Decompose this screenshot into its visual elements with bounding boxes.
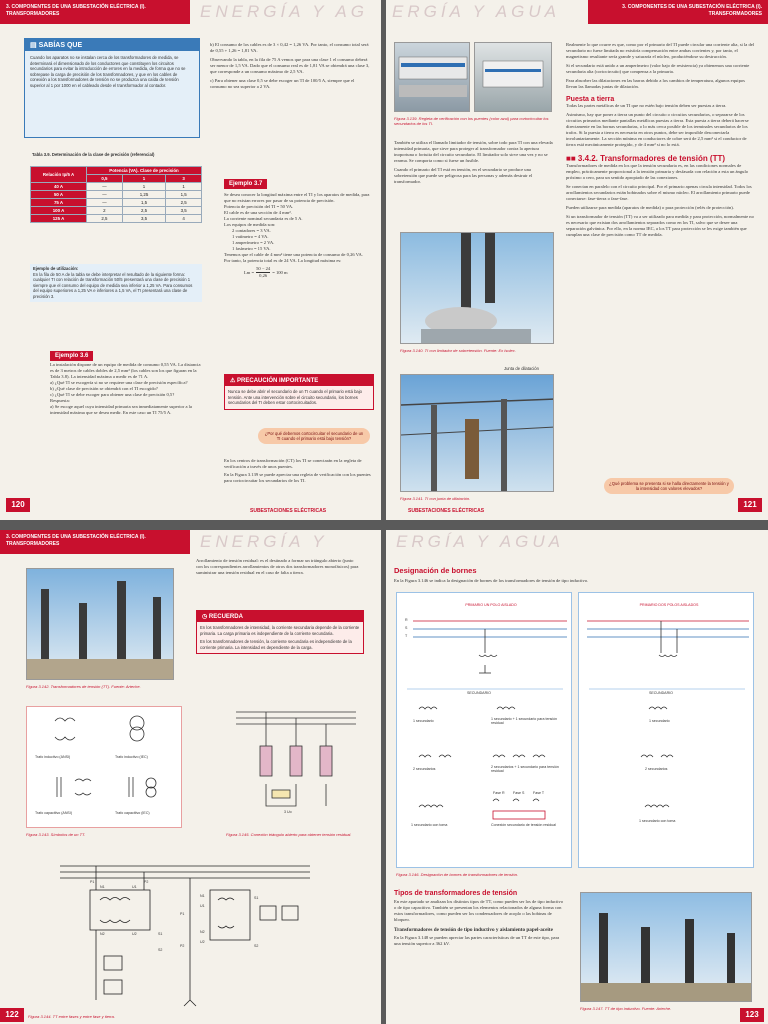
formula-lhs: Lm = [244,269,255,275]
sabias-que-box [24,38,200,138]
terminal-label: P2 [144,880,149,884]
secondary-label: SECUNDARIO [649,691,673,695]
secondary-label: SECUNDARIO [467,691,491,695]
answer-c: c) Para obtener una clase 0,5 se debe escoger un TI de 100/5 A, siempre que el consumo no sea superior a 2 VA. [210,78,355,89]
figure-3-143-caption: Figura 3.143. Símbolos de un TT. [26,832,86,837]
phase-t-label: Fase T [533,791,545,795]
running-header: 3. COMPONENTES DE UNA SUBESTACIÓN ELÉCTRICA (I). TRANSFORMADORES [0,530,190,554]
tail-text2: En la Figura 3.139 se puede apreciar una regleta de verificación con los puentes para cortocircuitar los secundarios de los TI. [224,472,371,483]
grounding-heading: Puesta a tierra [566,96,615,103]
expansion-joint-photo [400,374,554,492]
secondary-config-label: 2 secundarios [413,767,436,771]
right-text-3: Para absorber las dilataciones en las barras debido a los cambios de temperatura, algunos equipos llevan las llamadas juntas de dilatación. [566,78,745,89]
double-pole-terminals-diagram [579,593,755,869]
secondary-config-label: 2 secundarios + 1 secundario para tensión residual [491,765,559,773]
terminals-heading: Designación de bornes [394,566,477,575]
example-3-6-body [50,362,202,416]
precaution-text: Nunca se debe abrir el secundario de un TI cuando el primario está bajo tensión. Ante una intervención sobre el circuito secundario, los bornes secundarios del TI deben estar cortocircuitados. [228,389,363,406]
example-3-6-title: Ejemplo 3.6 [50,344,93,362]
limiter-section [394,140,554,185]
symbol-label: Trafo inductivo (IEC) [115,755,148,759]
example-3-7-body [224,192,370,279]
tt-heading: ■■ 3.4.2. Transformadores de tensión (TT) [566,154,726,163]
terminal-strip-image [395,43,470,112]
symbol-label: Trafo capacitivo (IEC) [115,811,150,815]
example-3-7-text2: Tenemos que el cable de 4 mm² tiene una potencia de consumo de 0,26 VA. Por tanto, la potencia total es de 24 VA. La longitud máxima es: [224,252,363,263]
single-pole-terminals-figure [396,592,572,868]
figure-3-144-caption: Figura 3.144. TT entre fases y entre fase y tierra. [28,1014,115,1019]
table-col: 0,5 [87,175,123,183]
phase-connection-diagram [60,860,310,1010]
tt-text2: Se conectan en paralelo con el circuito principal. Por el primario apenas circula intensidad. Todos los arrollamientos secundarios están bobinados sobre el mismo núcleo. El arrollamiento primario puede conectarse: fase-tierra o fase-fase. [566,184,752,201]
voltage-transformers-photo [26,568,174,680]
page-number: 122 [0,1008,24,1022]
phase-r-label: Fase R [493,791,505,795]
figure-3-140-caption: Figura 3.140. TI con limitador de sobretensión. Fuente: Ex Isolec. [400,348,516,353]
table-caption: Tabla 3.9. Determinación de la clase de precisión (referencial) [32,152,155,157]
example-3-7-line: La corriente nominal secundaria es de 5 A. [224,216,303,221]
secondary-config-label: 1 secundario con toma [411,823,448,827]
formula-denominator: 0,26 [259,273,268,278]
insulator-image [401,233,554,344]
terminal-label: U2 [132,932,137,936]
phase-s-label: Fase S [513,791,525,795]
terminal-strip-photo [394,42,470,112]
secondary-config-label: 1 secundario [649,719,670,723]
section-watermark: ERGÍA Y AGUA [396,532,564,551]
column-right [566,42,756,238]
terminal-label: N1 [200,894,205,898]
terminal-label: S2 [158,948,163,952]
column-2-top [210,42,370,90]
table-row: 75 A — 1,5 2,5 [31,199,202,207]
length-formula [224,266,370,279]
residual-voltage-label: 3 Uo [284,810,292,814]
column-2-tail [224,458,374,484]
double-pole-terminals-figure [578,592,754,868]
terminal-label: S2 [254,944,259,948]
question-b: b) ¿Qué clase de precisión se obtendrá con el TI escogido? [50,386,158,391]
running-header: 3. COMPONENTES DE UNA SUBESTACIÓN ELÉCTRICA (I). TRANSFORMADORES [0,0,190,24]
tail-text: En los centros de transformación (CT) los TI se conectarán en la regleta de verificación a través de unos puentes. [224,458,362,469]
section-watermark: ENERGÍA Y AG [200,2,368,21]
limiter-text2: Cuando el primario del TI está en tensión, en el secundario se produce una sobretensión que puede ser peligrosa para las personas y además destruir el transformador. [394,167,533,184]
expansion-joint-label: Junta de dilatación [504,366,539,371]
terminal-label: P1 [180,912,185,916]
question-bubble: ¿Qué problema se presenta si se halla directamente la tensión y la intensidad con valores elevados? [604,478,734,494]
question-bubble: ¿Por qué debemos cortocircuitar el secundario de un TI cuando el primario está bajo tensión? [258,428,370,444]
recuerda-title: ◷ RECUERDA [197,611,363,622]
question-c: c) ¿Qué TI se debe escoger para obtener una clase de precisión 0,5? [50,392,175,397]
question-a: a) ¿Qué TI se escogería si no se requiere una clase de precisión específica? [50,380,188,385]
page-number: 120 [6,498,30,512]
example-3-7-line: 1 vatímetro = 4 VA. [232,234,269,239]
inductive-tt-image [581,893,752,1002]
recuerda-text-1: En los transformadores de intensidad, la corriente secundaria depende de la corriente primaria. La carga primaria es independiente de la corriente secundaria. [200,625,360,636]
terminal-label: N2 [100,932,105,936]
page-120 [0,0,381,520]
sabias-que-text: Cuando los aparatos no se instalan cerca de los transformadores de medida, se determinará el dimensionado de los conductores que constituyen los circuitos secundarios para evitar la introducción de errores en la medida, de forma que no se sobrepase la carga de precisión de los transformadores, y que en los cables de conexión a los transformadores de tensión no se produzca una caída de tensión superior al 1 por 1000 en el cableado desde el transformador al contador. [30,55,186,88]
tt-types-section [394,890,566,947]
secondary-config-label: 2 secundarios [645,767,668,771]
secondary-config-label: 1 secundario + 1 secundario para tensión residual [491,717,558,725]
page-number: 123 [740,1008,764,1022]
page-123 [386,530,768,1024]
formula-rhs: = 100 m [272,269,288,275]
single-pole-terminals-diagram [397,593,573,869]
running-header: 3. COMPONENTES DE UNA SUBESTACIÓN ELÉCTRICA (I). TRANSFORMADORES [588,0,768,24]
answer-label: Respuesta: [50,398,70,403]
usage-example-text: En la fila de 50 A de la tabla se debe interpretar el resultado de la siguiente forma: cualquier TI con relación de transformación 50/5 presentará una clase de precisión 1 siempre que el consumo del equipo de medida sea inferior a 1,25 VA. Para consumos del equipo superiores a 1,25 VA e inferiores a 1,5 VA, el TI presentará una clase de precisión 3. [33,271,193,299]
secondary-config-label: Conexión secundario de tensión residual [491,823,556,827]
answer-b: b) El consumo de los cables es de 3 × 0,42 = 1,26 VA. Por tanto, el consumo total será de 0,55 + 1,26 = 1,81 VA. [210,42,369,53]
open-delta-diagram [226,706,362,828]
section-watermark: ENERGÍA Y [200,532,328,551]
example-3-6-text: La instalación dispone de un equipo de medida de consumo 0,55 VA. La distancia es de 3 metros de cables dobles de 2,5 mm² (los cables son los que figuran en la Tabla 3.8). La intensidad máxima a medir es de 71 A. [50,362,201,379]
figure-3-147-caption: Figura 3.147. TT de tipo inductivo. Fuente: Arteche. [580,1006,672,1011]
example-3-7-line: 2 contadores = 3 VA. [232,228,271,233]
inductive-text: En la Figura 3.148 se pueden apreciar las partes características de un TT de este tipo, para una tensión superior a 362 kV. [394,935,560,946]
section-marker-icon: ■■ [566,154,578,163]
figure-3-141-caption: Figura 3.141. TI con junta de dilatación. [400,496,471,501]
primary-label: PRIMARIO DOS POLOS AISLADOS [639,603,699,607]
figure-3-139-caption: Figura 3.139. Regleta de verificación con los puentes (color azul) para cortocircuitar los secundarios de los TI. [394,116,549,126]
phase-label: R [405,618,408,622]
right-text-1: Realmente lo que ocurre es que, como por el primario del TI puede circular una corriente alta, si la del secundario no fuese limitada no existiría compensación entre ambas corrientes y, por tanto, el magnetismo resultante sería grande y saturaría el núcleo, produciéndose su destrucción. [566,42,755,59]
example-3-7-line: Potencia de precisión del TI = 50 VA. [224,204,294,209]
observation-text: Observando la tabla, en la fila de 75 A vemos que para una clase 1 el consumo deberá ser menor de 1,5 VA. Dado que el consumo real es de 1,81 VA se obtendrá una clase 3, que corresponde a un consumo máximo de 2,5 VA. [210,57,370,74]
tt-text: Transformadores de medida en los que la tensión secundaria es, en las condiciones normales de empleo, prácticamente proporcional a la tensión primaria y desfasada con relación a esta un ángulo próximo a cero, para un sentido apropiado de las conexiones. [566,163,749,180]
phase-connection-figure [60,860,310,1010]
grounding-text: Todas las partes metálicas de un TI que no estén bajo tensión deben ser puestas a tierra. [566,103,727,108]
figure-3-146-caption: Figura 3.146. Designación de bornes de transformadores de tensión. [396,872,519,877]
figure-3-142-caption: Figura 3.142. Transformadores de tensión (TT). Fuente: Arteche. [26,684,141,689]
page-122 [0,530,381,1024]
open-delta-figure [226,706,362,828]
table-col: 3 [166,175,202,183]
example-3-7-line: 1 amperímetro = 2 VA. [232,240,275,245]
tt-text3: Pueden utilizarse para medida (aparatos de medida) o para protección (relés de protección). [566,205,734,210]
terminal-label: N1 [100,885,105,889]
table-row: 100 A 2 2,5 3,5 [31,207,202,215]
inductive-tt-photo [580,892,752,1002]
table-header-power: Potencia (VA). Clase de precisión [87,167,202,175]
inductive-heading: Transformadores de tensión de tipo inductivo y aislamiento papel-aceite [394,927,553,933]
table-row: 125 A 2,5 3,5 4 [31,215,202,223]
phase-label: T [405,634,408,638]
symbol-label: Trafo capacitivo (ANSI) [35,811,73,815]
precaution-title: ⚠ PRECAUCIÓN IMPORTANTE [225,375,373,386]
example-3-7-line: Los equipos de medida son: [224,222,276,227]
tt-text4: Si un transformador de tensión (TT) va a ser utilizado para medida y para protección, normalmente no es necesario que existan dos arrollamientos separados como en los TI, salvo que se desee una separación galvánica. Por ello, en la norma IEC, a los TT para protección se les exige también que cumplan una clase de precisión como TT de medida. [566,214,754,237]
residual-winding-desc: Arrollamiento de tensión residual: es el destinado a formar un triángulo abierto (junto con los correspondientes arrollamientos de otros dos transformadores monofásicos) para suministrar una tensión residual en el caso de falta a tierra. [196,558,359,575]
usage-example-title: Ejemplo de utilización: [33,266,79,271]
example-3-7-text: Se desea conocer la longitud máxima entre el TI y los aparatos de medida, para que no existan errores por pasar de su potencia de precisión. [224,192,370,203]
tt-types-heading: Tipos de transformadores de tensión [394,890,518,897]
terminals-text: En la Figura 3.146 se indica la designación de bornes de los transformadores de tensión de tipo inductivo. [394,578,589,583]
symbol-label: Trafo inductivo (ANSI) [35,755,71,759]
info-icon: ▤ [30,42,39,49]
terminal-label: U2 [200,940,205,944]
phase-label: S [405,626,408,630]
terminal-strip-photo-2 [474,42,552,112]
table-row: 40 A — 1 1 [31,183,202,191]
terminal-label: S1 [254,896,259,900]
answer-a: a) Se escoge aquel cuya intensidad primaria sea inmediatamente superior a la intensidad máxima que se desea medir. En este caso un TI 75/5 A. [50,404,192,415]
example-3-7-title: Ejemplo 3.7 [224,172,267,190]
page-footer: SUBESTACIONES ELÉCTRICAS [250,508,327,514]
terminal-label: P1 [90,880,95,884]
sabias-que-title: ▤ SABÍAS QUE [25,39,199,51]
table-col: 1 [122,175,166,183]
grounding-text2: Asimismo, hay que poner a tierra un punto del circuito o circuitos secundarios, o separarse de los circuitos primarios mediante pantallas metálicas puestas a tierra. Esta puesta a tierra deberá hacerse directamente en las bornas secundarias, o lo más cerca posible de los terminales secundarios de los trafos. Si la puesta a tierra es necesaria en otros puntos, debe ser imposible desconectarla involuntariamente. La sección mínima en conductores de cobre será de 2,5 mm² si el conductor de tierra está mecánicamente protegido, y de 4 mm² si no lo está. [566,112,749,147]
clock-icon: ◷ [202,614,209,620]
figure-3-145-caption: Figura 3.145. Conexión triángulo abierto para obtener tensión residual. [226,832,352,837]
warning-icon: ⚠ [230,378,238,384]
precision-table [30,166,202,223]
table-header-ratio: Relación Ip/5 A [31,167,87,183]
page-121 [386,0,768,520]
tt-symbols-figure [26,706,182,828]
primary-label: PRIMARIO UN POLO AISLADO [465,603,517,607]
terminal-label: U1 [200,904,205,908]
terminal-label: U1 [132,885,137,889]
table-row: 50 A — 1,25 1,5 [31,191,202,199]
right-text-2: Si el secundario está unido a un amperímetro (valor bajo de resistencia) ya obtenemos una corriente secundaria alta (cortocircuito) que compensa a la primaria. [566,63,750,74]
recuerda-text-2: En los transformadores de tensión, la corriente secundaria es independiente de la corriente primaria. La intensidad es dependiente de la carga. [200,639,352,650]
secondary-config-label: 1 secundario con toma [639,819,676,823]
section-watermark: ERGÍA Y AGUA [392,2,560,21]
limiter-text: También se utiliza el llamado limitador de tensión, sobre todo para TI con una elevada intensidad primaria, que sirve para proteger al transformador contra la apertura inoportuna o fortuita del circuito secundario. El limitador solo sirve una vez y no se rearma. Se comporta como si fuese un fusible. [394,140,553,163]
terminal-label: S1 [158,932,163,936]
voltage-transformers-image [27,569,174,680]
formula-numerator: 50 − 24 [256,266,271,271]
substation-structure-image [401,375,554,492]
usage-example [30,264,202,302]
residual-winding-text [196,558,360,576]
page-number: 121 [738,498,762,512]
terminal-label: N2 [200,930,205,934]
terminal-strip-image [475,43,552,112]
recuerda-box [196,610,364,654]
page-footer: SUBESTACIONES ELÉCTRICAS [408,508,485,514]
example-3-7-line: El cable es de una sección de 4 mm². [224,210,292,215]
tt-types-text: En este apartado se analizan los distintos tipos de TT, como pueden ser los de tipo inductivo o de tipo capacitivo. También se presentan los elementos relacionados de alguna forma con estos transformadores, como pueden ser los condensadores de acoplo o las bobinas de bloqueo. [394,899,564,922]
terminal-label: P2 [180,944,185,948]
formula-fraction [256,266,270,279]
example-3-7-line: 1 fasímetro = 15 VA. [232,246,271,251]
precaution-box [224,374,374,410]
limiter-photo [400,232,554,344]
secondary-config-label: 1 secundario [413,719,434,723]
